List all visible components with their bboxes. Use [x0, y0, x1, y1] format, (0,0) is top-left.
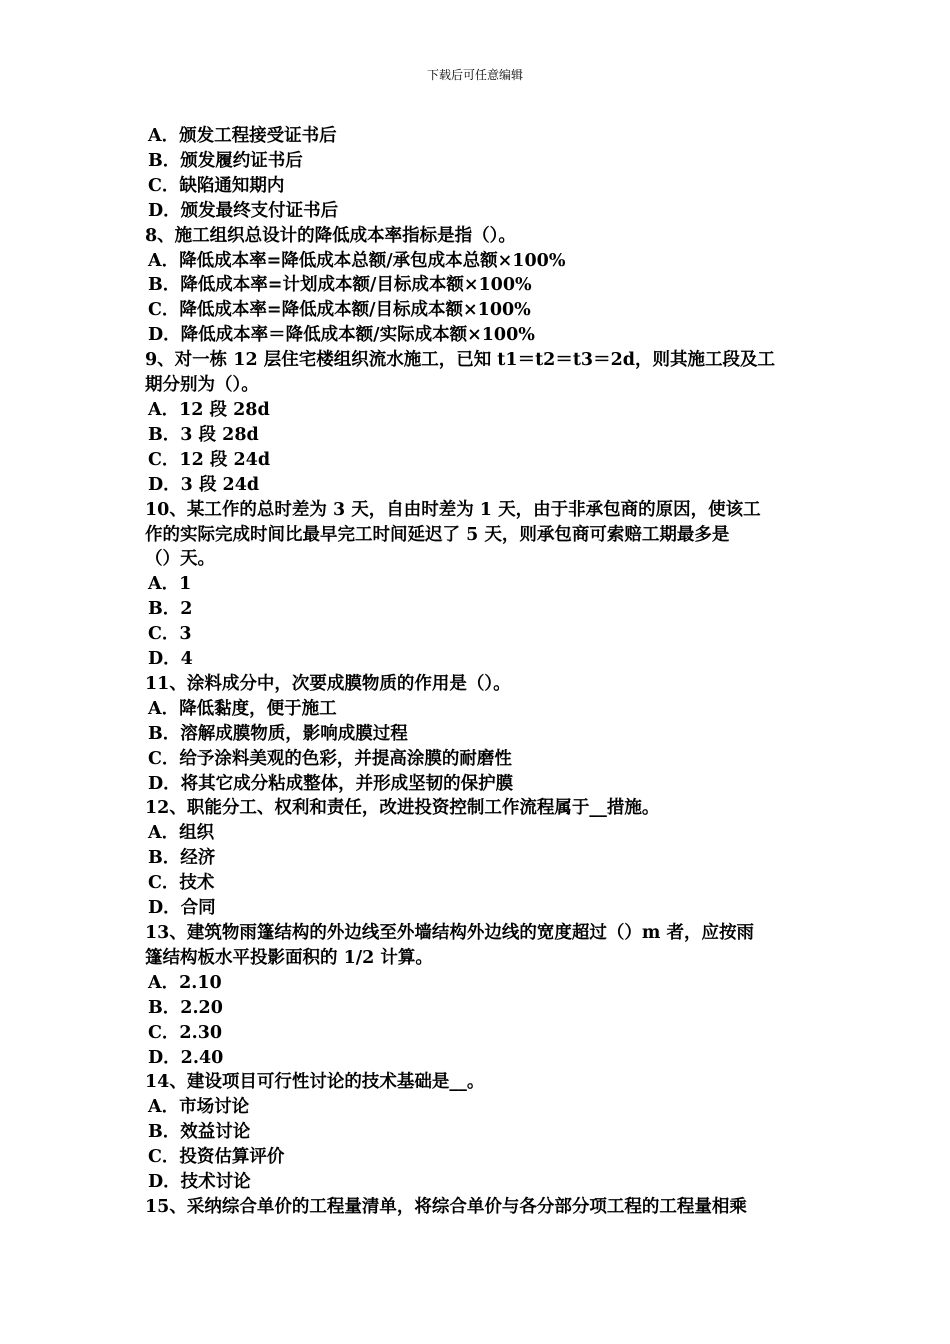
option-line: B．2.20: [148, 997, 223, 1018]
option-line: A．2.10: [148, 972, 222, 993]
option-line: B．2: [148, 599, 193, 620]
option-line: C．缺陷通知期内: [148, 175, 285, 196]
option-line: D．将其它成分粘成整体，并形成坚韧的保护膜: [148, 773, 514, 794]
option-line: D．降低成本率＝降低成本额/实际成本额×100%: [148, 325, 535, 346]
option-line: C．投资估算评价: [148, 1147, 285, 1168]
question-15: 15、采纳综合单价的工程量清单，将综合单价与各分部分项工程的工程量相乘: [145, 1196, 747, 1217]
option-line: D．合同: [148, 898, 216, 919]
question-14: 14、建设项目可行性讨论的技术基础是__。: [145, 1072, 485, 1093]
option-line: C．3: [148, 624, 192, 645]
question-10-continued: 作的实际完成时间比最早完工时间延迟了 5 天，则承包商可索赔工期最多是: [145, 524, 730, 545]
option-line: D．技术讨论: [148, 1172, 251, 1193]
question-10-continued: （）天。: [145, 549, 215, 570]
question-12: 12、职能分工、权利和责任，改进投资控制工作流程属于__措施。: [145, 798, 660, 819]
option-line: D．2.40: [148, 1047, 224, 1068]
question-13-continued: 篷结构板水平投影面积的 1/2 计算。: [145, 947, 433, 968]
option-line: A．颁发工程接受证书后: [148, 126, 337, 146]
option-line: B．效益讨论: [148, 1122, 251, 1143]
question-9: 9、对一栋 12 层住宅楼组织流水施工，已知 t1＝t2＝t3＝2d，则其施工段及工: [145, 350, 775, 371]
option-line: A．12 段 28d: [148, 399, 270, 420]
option-line: A．降低成本率=降低成本总额/承包成本总额×100%: [148, 250, 566, 271]
option-line: A．市场讨论: [148, 1097, 250, 1118]
option-line: B．3 段 28d: [148, 424, 259, 445]
page-header: 下载后可任意编辑: [426, 68, 523, 82]
option-line: D．颁发最终支付证书后: [148, 200, 339, 221]
option-line: B．溶解成膜物质，影响成膜过程: [148, 723, 408, 744]
option-line: C．技术: [148, 873, 215, 894]
question-9-continued: 期分别为（）。: [145, 375, 259, 396]
option-line: C．2.30: [148, 1022, 223, 1043]
option-line: D．3 段 24d: [148, 474, 260, 495]
question-11: 11、涂料成分中，次要成膜物质的作用是（）。: [145, 673, 511, 694]
question-13: 13、建筑物雨篷结构的外边线至外墙结构外边线的宽度超过（）m 者，应按雨: [145, 923, 754, 943]
option-line: C．给予涂料美观的色彩，并提高涂膜的耐磨性: [148, 748, 512, 769]
option-line: C．降低成本率=降低成本额/目标成本额×100%: [148, 300, 531, 321]
option-line: A．组织: [148, 823, 215, 844]
document-body: [145, 124, 810, 1220]
option-line: D．4: [148, 649, 193, 670]
option-line: A．降低黏度，便于施工: [148, 698, 337, 719]
question-8: 8、施工组织总设计的降低成本率指标是指（）。: [145, 225, 516, 246]
question-10: 10、某工作的总时差为 3 天，自由时差为 1 天，由于非承包商的原因，使该工: [145, 499, 761, 520]
option-line: A．1: [148, 574, 192, 595]
option-line: B．经济: [148, 848, 216, 869]
option-line: C．12 段 24d: [148, 449, 271, 470]
option-line: B．颁发履约证书后: [148, 150, 303, 171]
option-line: B．降低成本率=计划成本额/目标成本额×100%: [148, 275, 532, 296]
